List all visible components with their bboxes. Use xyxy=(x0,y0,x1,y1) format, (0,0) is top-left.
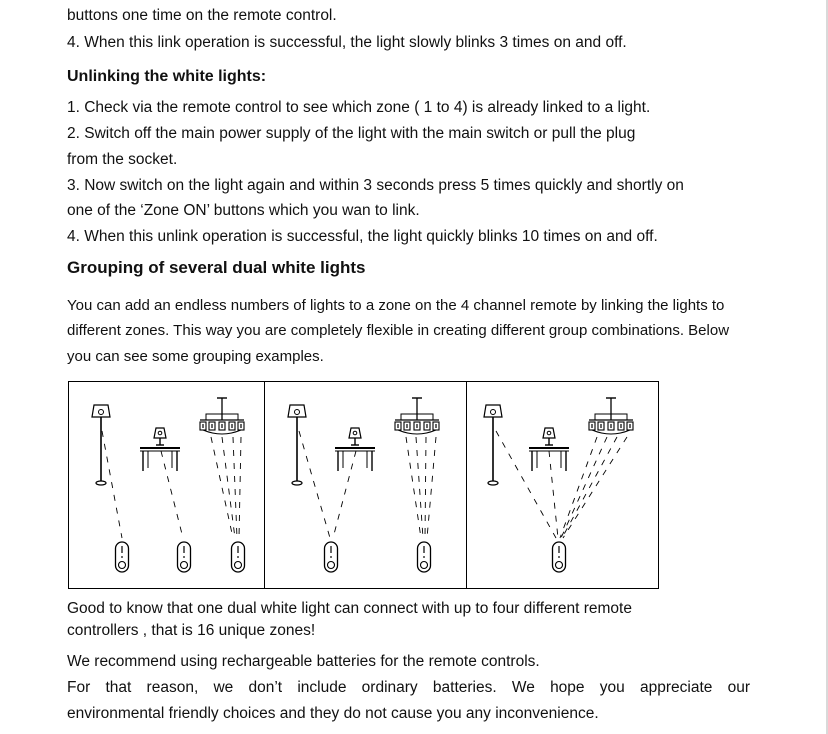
grouping-diagram xyxy=(68,381,659,589)
good-to-know-2: controllers , that is 16 unique zones! xyxy=(67,622,316,639)
chandelier-icon xyxy=(395,398,439,434)
remote-control-icon xyxy=(553,542,566,572)
remote-control-icon xyxy=(178,542,191,572)
remote-control-icon xyxy=(325,542,338,572)
link-step-4: 4. When this link operation is successful, the light slowly blinks 3 times on and off. xyxy=(67,34,627,51)
good-to-know-1: Good to know that one dual white light can connect with up to four different remote xyxy=(67,600,632,617)
floor-lamp-icon xyxy=(92,405,110,485)
unlink-heading: Unlinking the white lights: xyxy=(67,68,267,85)
unlink-step-3a: 3. Now switch on the light again and within 3 seconds press 5 times quickly and shortly on xyxy=(67,177,684,194)
grouping-para-2: different zones. This way you are completely flexible in creating different group combinations. Below xyxy=(67,322,730,339)
grouping-para-3: you can see some grouping examples. xyxy=(67,348,324,365)
unlink-step-1: 1. Check via the remote control to see which zone ( 1 to 4) is already linked to a light. xyxy=(67,99,651,116)
table-lamp-icon xyxy=(335,428,375,471)
unlink-step-3b: one of the ‘Zone ON’ buttons which you wan to link. xyxy=(67,202,420,219)
unlink-step-4: 4. When this unlink operation is successful, the light quickly blinks 10 times on and off. xyxy=(67,228,658,245)
chandelier-icon xyxy=(589,398,633,434)
remote-control-icon xyxy=(116,542,129,572)
unlink-step-2b: from the socket. xyxy=(67,151,178,168)
remote-control-icon xyxy=(418,542,431,572)
batteries-2: For that reason, we don’t include ordinary batteries. We hope you appreciate our xyxy=(67,679,750,696)
table-lamp-icon xyxy=(140,428,180,471)
floor-lamp-icon xyxy=(484,405,502,485)
link-step-3-end: buttons one time on the remote control. xyxy=(67,7,337,24)
grouping-heading: Grouping of several dual white lights xyxy=(67,258,366,277)
chandelier-icon xyxy=(200,398,244,434)
batteries-1: We recommend using rechargeable batteries for the remote controls. xyxy=(67,653,540,670)
grouping-para-1: You can add an endless numbers of lights to a zone on the 4 channel remote by linking the lights to xyxy=(67,297,725,314)
table-lamp-icon xyxy=(529,428,569,471)
batteries-3: environmental friendly choices and they do not cause you any inconvenience. xyxy=(67,705,599,722)
remote-control-icon xyxy=(232,542,245,572)
unlink-step-2a: 2. Switch off the main power supply of the light with the main switch or pull the plug xyxy=(67,125,636,142)
